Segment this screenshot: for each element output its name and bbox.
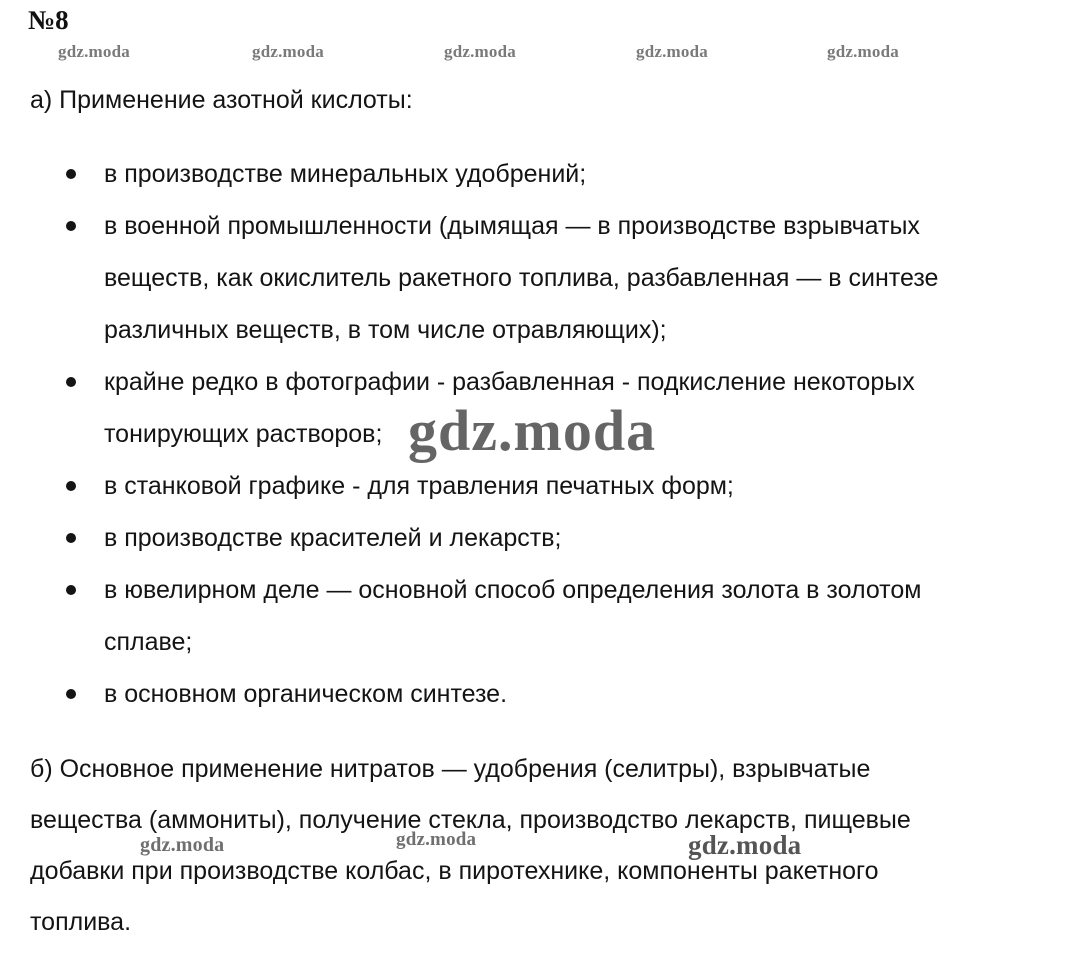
- watermark: gdz.moda: [444, 42, 516, 61]
- list-item: [0, 460, 1073, 512]
- paragraph-line: вещества (аммониты), получение стекла, производство лекарств, пищевые: [30, 806, 911, 834]
- list-item-text: веществ, как окислитель ракетного топлива, разбавленная — в синтезе: [104, 264, 939, 292]
- problem-number: №8: [28, 5, 69, 35]
- watermark: gdz.moda: [252, 42, 324, 61]
- list-item: [0, 564, 1073, 668]
- list-item-text: в основном органическом синтезе.: [104, 680, 508, 708]
- watermark: gdz.moda: [140, 834, 225, 856]
- bullet-icon: [66, 585, 76, 595]
- watermark: gdz.moda: [58, 42, 130, 61]
- bullet-icon: [66, 533, 76, 543]
- watermark: gdz.moda: [396, 829, 477, 850]
- list-item: [0, 148, 1073, 200]
- list-item-text: крайне редко в фотографии - разбавленная - подкисление некоторых: [104, 368, 915, 396]
- bullet-icon: [66, 169, 76, 179]
- bullet-icon: [66, 481, 76, 491]
- paragraph-line: б) Основное применение нитратов — удобрения (селитры), взрывчатые: [30, 755, 871, 783]
- section-a-heading: а) Применение азотной кислоты:: [30, 86, 413, 114]
- bullet-icon: [66, 221, 76, 231]
- list-item: [0, 668, 1073, 720]
- list-item: [0, 200, 1073, 356]
- list-item-text: в ювелирном деле — основной способ определения золота в золотом: [104, 576, 922, 604]
- list-item-text: в производстве красителей и лекарств;: [104, 524, 562, 552]
- bullet-icon: [66, 377, 76, 387]
- list-item-text: в военной промышленности (дымящая — в производстве взрывчатых: [104, 212, 920, 240]
- list-item-text: сплаве;: [104, 628, 193, 656]
- list-item: [0, 512, 1073, 564]
- watermark: gdz.moda: [636, 42, 708, 61]
- list-item-text: тонирующих растворов;: [104, 420, 383, 448]
- watermark: gdz.moda: [688, 830, 802, 860]
- list-item-text: различных веществ, в том числе отравляющих);: [104, 316, 667, 344]
- watermark-center: gdz.moda: [408, 398, 657, 463]
- list-item-text: в станковой графике - для травления печатных форм;: [104, 472, 734, 500]
- paragraph-line: топлива.: [30, 908, 132, 936]
- list-item-text: в производстве минеральных удобрений;: [104, 160, 587, 188]
- watermark-row-top: [0, 42, 1073, 64]
- bullet-icon: [66, 689, 76, 699]
- watermark: gdz.moda: [827, 42, 899, 61]
- paragraph-line: добавки при производстве колбас, в пиротехнике, компоненты ракетного: [30, 857, 879, 885]
